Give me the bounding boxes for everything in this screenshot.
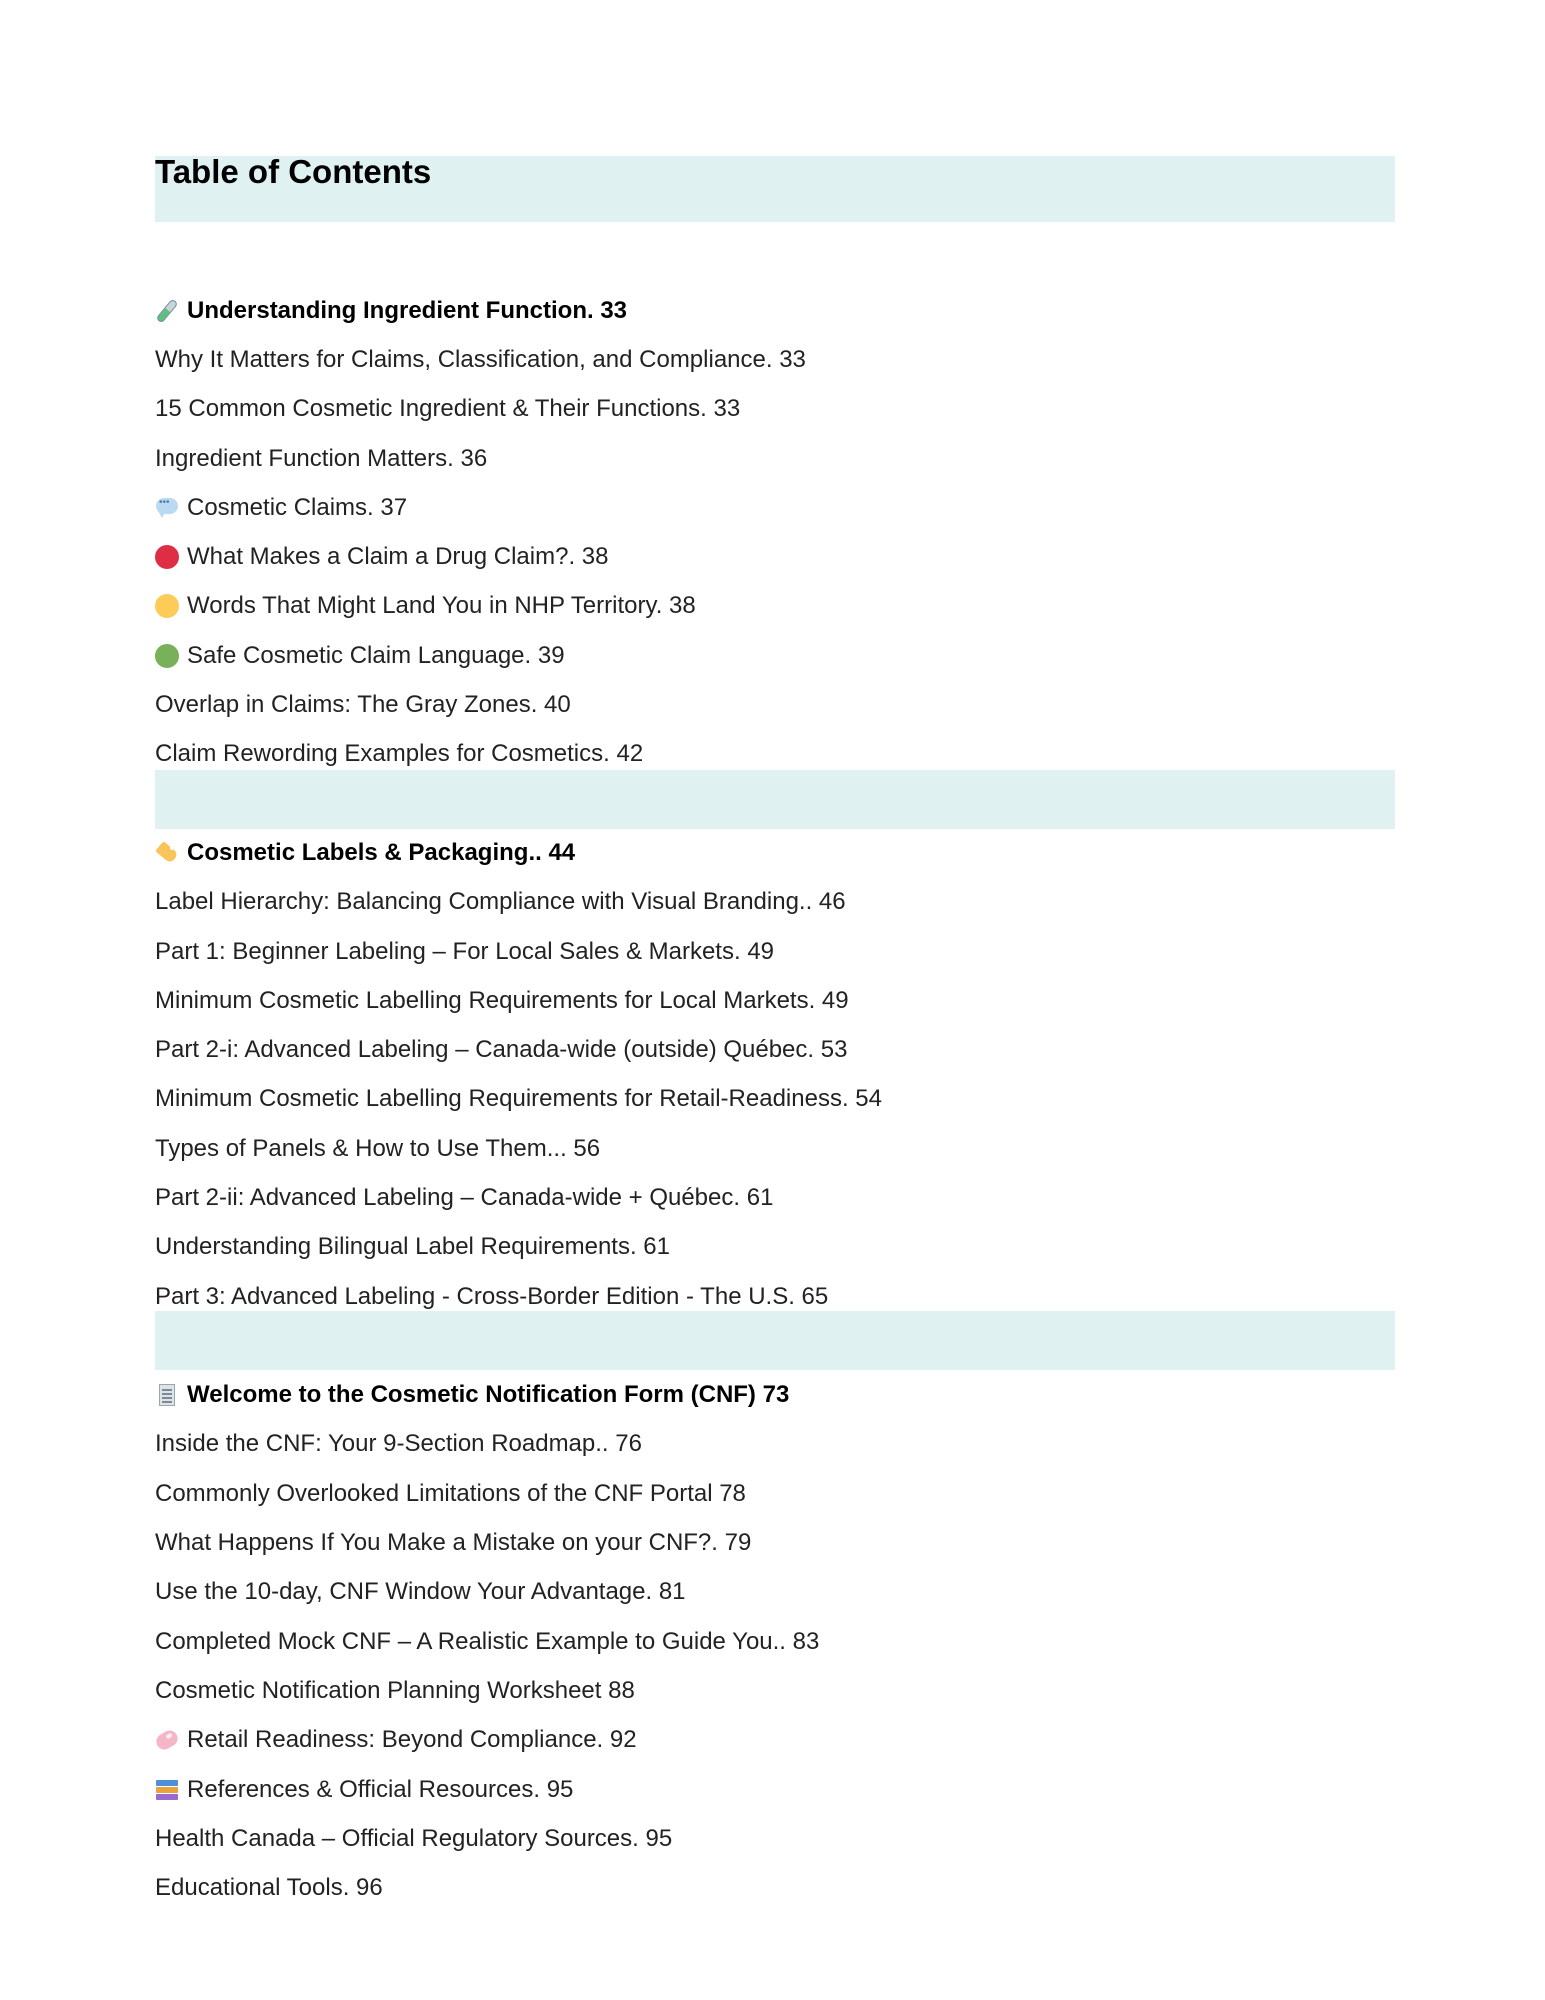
toc-section-heading[interactable]: [155, 1371, 882, 1420]
toc-entry[interactable]: [155, 1420, 882, 1469]
toc-section-heading[interactable]: [155, 286, 882, 335]
toc-entry-label: Commonly Overlooked Limitations of the CNF Portal 78: [155, 1479, 746, 1507]
toc-entry-label: Welcome to the Cosmetic Notification Form (CNF) 73: [187, 1381, 790, 1409]
toc-entry[interactable]: [155, 532, 882, 581]
toc-entry[interactable]: [155, 878, 882, 927]
toc-entry[interactable]: [155, 385, 882, 434]
toc-entry[interactable]: [155, 1617, 882, 1666]
toc-entry-label: Label Hierarchy: Balancing Compliance with Visual Branding.. 46: [155, 888, 846, 916]
toc-entry-label: Part 3: Advanced Labeling - Cross-Border Edition - The U.S. 65: [155, 1282, 829, 1310]
test-tube-icon: [155, 299, 179, 323]
receipt-icon: [155, 1383, 179, 1407]
toc-entry-label: Cosmetic Claims. 37: [187, 493, 408, 521]
toc-entry[interactable]: [155, 1173, 882, 1222]
toc-entry[interactable]: [155, 631, 882, 680]
toc-entry-label: Why It Matters for Claims, Classification, and Compliance. 33: [155, 345, 806, 373]
toc-entry[interactable]: [155, 335, 882, 384]
toc-entry[interactable]: [155, 1272, 882, 1321]
toc-entry[interactable]: [155, 1075, 882, 1124]
toc-entry-label: Cosmetic Labels & Packaging.. 44: [187, 838, 576, 866]
toc-entry-label: What Happens If You Make a Mistake on your CNF?. 79: [155, 1529, 752, 1557]
toc-entry-label: Types of Panels & How to Use Them... 56: [155, 1134, 601, 1162]
toc-entry[interactable]: [155, 730, 882, 779]
toc-entry[interactable]: [155, 1025, 882, 1074]
toc-entry-label: What Makes a Claim a Drug Claim?. 38: [187, 543, 609, 571]
toc-entry-label: Understanding Ingredient Function. 33: [187, 296, 628, 324]
page-title: Table of Contents: [155, 153, 432, 190]
toc-spacer: [155, 1321, 882, 1370]
toc-entry[interactable]: [155, 1864, 882, 1913]
toc-entry-label: Part 1: Beginner Labeling – For Local Sales & Markets. 49: [155, 937, 775, 965]
toc-entry-label: Cosmetic Notification Planning Worksheet 88: [155, 1676, 635, 1704]
toc-entry[interactable]: [155, 1765, 882, 1814]
toc-entry[interactable]: [155, 1124, 882, 1173]
toc-entry-label: Minimum Cosmetic Labelling Requirements for Retail-Readiness. 54: [155, 1085, 882, 1113]
toc-entry[interactable]: [155, 1814, 882, 1863]
toc-entry[interactable]: [155, 434, 882, 483]
toc-entry[interactable]: [155, 976, 882, 1025]
toc-entry-label: Ingredient Function Matters. 36: [155, 444, 488, 472]
toc-entry[interactable]: [155, 1518, 882, 1567]
red-circle-icon: [155, 545, 179, 569]
green-circle-icon: [155, 644, 179, 668]
toc-entry[interactable]: [155, 483, 882, 532]
toc-entry-label: Educational Tools. 96: [155, 1874, 383, 1902]
toc-entry-label: Understanding Bilingual Label Requirements. 61: [155, 1233, 670, 1261]
toc-entry-label: Use the 10-day, CNF Window Your Advantage. 81: [155, 1578, 686, 1606]
toc-spacer: [155, 779, 882, 828]
toc-entry-label: Completed Mock CNF – A Realistic Example to Guide You.. 83: [155, 1627, 820, 1655]
toc-entry-label: Part 2-i: Advanced Labeling – Canada-wide (outside) Québec. 53: [155, 1036, 848, 1064]
label-tag-icon: [155, 841, 179, 865]
toc-entry[interactable]: [155, 582, 882, 631]
toc-entry-label: References & Official Resources. 95: [187, 1775, 574, 1803]
toc-entry-label: Words That Might Land You in NHP Territory. 38: [187, 592, 696, 620]
toc-entry-label: Health Canada – Official Regulatory Sources. 95: [155, 1824, 673, 1852]
toc-entry[interactable]: [155, 1716, 882, 1765]
toc-entry-label: Inside the CNF: Your 9-Section Roadmap.. 76: [155, 1430, 642, 1458]
toc-entry[interactable]: [155, 1469, 882, 1518]
yellow-circle-icon: [155, 594, 179, 618]
toc-entry-label: Part 2-ii: Advanced Labeling – Canada-wide + Québec. 61: [155, 1183, 774, 1211]
toc-entry-label: Claim Rewording Examples for Cosmetics. 42: [155, 740, 644, 768]
toc-entry-label: Safe Cosmetic Claim Language. 39: [187, 641, 565, 669]
toc-entry-label: Retail Readiness: Beyond Compliance. 92: [187, 1726, 637, 1754]
speech-balloon-icon: [155, 496, 179, 520]
toc-section-heading[interactable]: [155, 828, 882, 877]
books-icon: [155, 1778, 179, 1802]
toc-entry[interactable]: [155, 1223, 882, 1272]
toc-entry[interactable]: [155, 927, 882, 976]
toc-entry-label: Overlap in Claims: The Gray Zones. 40: [155, 691, 571, 719]
toc-entry-label: Minimum Cosmetic Labelling Requirements for Local Markets. 49: [155, 986, 849, 1014]
toc-entry[interactable]: [155, 1666, 882, 1715]
toc-entry[interactable]: [155, 680, 882, 729]
toc-entry[interactable]: [155, 1568, 882, 1617]
soap-icon: [155, 1728, 179, 1752]
toc-entry-label: 15 Common Cosmetic Ingredient & Their Functions. 33: [155, 395, 741, 423]
toc-list: [155, 286, 882, 1913]
